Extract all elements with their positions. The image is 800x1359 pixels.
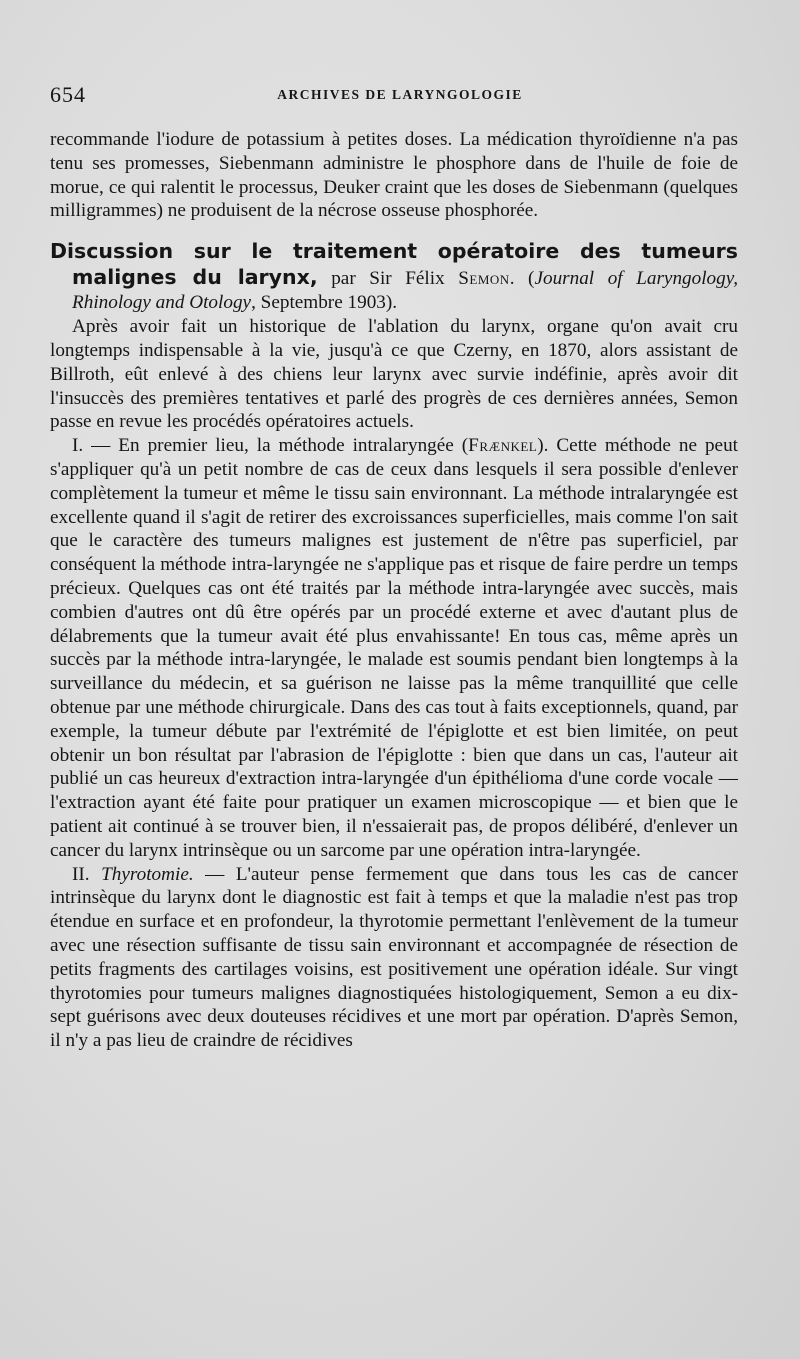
article-title: Discussion sur le traitement opératoire des tumeurs malignes du larynx,: [50, 239, 738, 290]
article-by: par Sir Félix: [317, 268, 459, 290]
page-body: [50, 128, 738, 1053]
page-header: [50, 82, 750, 112]
article-author: Semon: [458, 268, 510, 290]
section-ii-text: — L'auteur pense fermement que dans tous les cas de cancer intrinsèque du larynx dont le diagnostic est fait à temps et que la maladie n'est pas trop étendue en surface et en profondeur, la thyrotomie permettant l'enlèvement de la tumeur avec une résection suffisante de tissu sain environnant et accompagnée de résection de petits fragments des cartilages voisins, est positivement une opération idéale. Sur vingt thyrotomies pour tumeurs malignes diagnostiquées histologiquement, Semon a eu dix-sept guérisons avec deux douteuses récidives et une mort par opération. D'après Semon, il n'y a pas lieu de craindre de récidives: [50, 863, 738, 1052]
section-i-text: ). Cette méthode ne peut s'appliquer qu'à un petit nombre de cas de ceux dans lesquels il sera possible d'enlever complètement la tumeur et même le tissu sain environnant. La méthode intralaryngée est excellente quand il s'agit de retirer des excroissances superficielles, mais comme l'on sait que le caractère des tumeurs malignes est justement de n'être pas superficiel, par conséquent la méthode intra-laryngée ne s'applique pas et risque de faire perdre un temps précieux. Quelques cas ont été traités par la méthode intra-laryngée avec succès, mais combien d'autres ont dû être opérés par un procédé externe et avec d'autant plus de délabrements que la tumeur avait été plus envahissante! En tous cas, même après un succès par la méthode intra-laryngée, le malade est soumis pendant bien longtemps à la surveillance du médecin, et sa guérison ne laisse pas la même tranquillité que celle obtenue par une méthode chirurgicale. Dans des cas tout à faits exceptionnels, quand, par exemple, la tumeur débute par l'extrémité de l'épiglotte et est bien limitée, on peut obtenir un bon résultat par l'abrasion de l'épiglotte : bien que dans un cas, l'auteur ait publié un cas heureux d'extraction intra-laryngée d'un épithélioma d'une corde vocale — l'extraction ayant été faite pour pratiquer un examen microscopique — et bien que le patient ait continué à se trouver bien, il n'essaierait pas, de propos délibéré, d'enlever un cancer du larynx intrinsèque ou un sarcome par une opération intra-laryngée.: [50, 435, 738, 861]
fraenkel-name: Frænkel: [468, 435, 538, 457]
article-heading: [50, 239, 738, 315]
article-journal: Journal of Laryngology, Rhinology and Otology: [72, 268, 738, 314]
section-ii-lead: II.: [72, 863, 102, 885]
intro-paragraph: recommande l'iodure de potassium à petites doses. La médication thyroïdienne n'a pas tenu ses promesses, Siebenmann administre le phosphore dans de l'huile de foie de morue, ce qui ralentit le processus, Deuker craint que les doses de Siebenmann (quelques milligrammes) ne produisent de la nécrose osseuse phosphorée.: [50, 129, 738, 222]
running-title: ARCHIVES DE LARYNGOLOGIE: [277, 87, 523, 102]
paragraph-intralaryngeal: [50, 434, 738, 862]
section-i-lead: I. — En premier lieu, la méthode intralaryngée (: [72, 435, 469, 457]
section-ii-term: Thyrotomie.: [101, 863, 194, 885]
paragraph-thyrotomy: [50, 863, 738, 1053]
paragraph-history: Après avoir fait un historique de l'ablation du larynx, organe qu'on avait cru longtemps indispensable à la vie, jusqu'à ce que Czerny, en 1870, alors assistant de Billroth, eût enlevé à des chiens leur larynx avec survie indéfinie, après avoir dit l'insuccès des premières tentatives et parlé des progrès de ces dernières années, Semon passe en revue les procédés opératoires actuels.: [50, 316, 738, 433]
page-number: 654: [50, 82, 86, 107]
article-after-author: . (: [509, 268, 535, 290]
article-date: , Septembre 1903).: [251, 292, 398, 314]
